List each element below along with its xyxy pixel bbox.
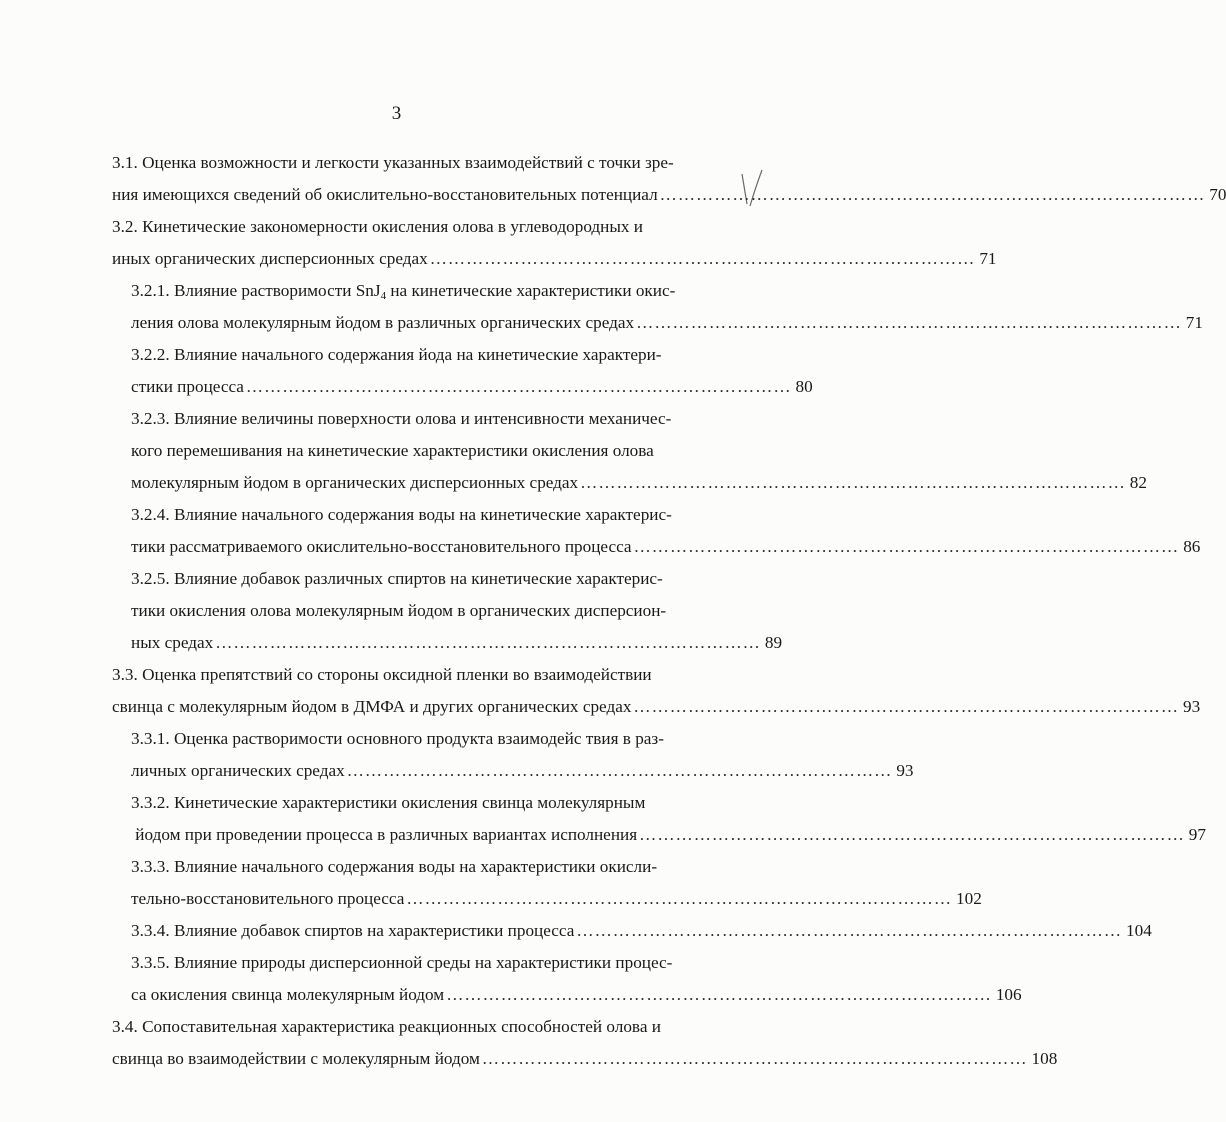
toc-entry-3-2-5[interactable]: ных средах ……………………………………………………………………………… 89: [131, 633, 783, 652]
leader-dots: ………………………………………………………………………………: [446, 985, 992, 1004]
page-ref: 89: [764, 633, 783, 652]
page-ref: 82: [1129, 473, 1147, 492]
page-ref: 108: [1031, 1049, 1058, 1068]
leader-dots: ………………………………………………………………………………: [346, 761, 893, 780]
leader-dots: ………………………………………………………………………………: [639, 825, 1185, 844]
page-ref: 70: [1209, 185, 1226, 204]
page-ref: 104: [1126, 921, 1152, 940]
toc-entry-3-2-4[interactable]: тики рассматриваемого окислительно-восстановительного процесса ……………………………………………………………………………… 86: [131, 537, 1201, 556]
toc-line: 3.1. Оценка возможности и легкости указанных взаимодействий с точки зре-: [112, 153, 674, 172]
toc-entry-3-3-5[interactable]: са окисления свинца молекулярным йодом ……………………………………………………………………………… 106: [131, 985, 1022, 1004]
page-ref: 93: [896, 761, 914, 780]
toc-entry-3-1[interactable]: ния имеющихся сведений об окислительно-восстановительных потенциал ……………………………………………………………………………… 70: [112, 185, 1226, 204]
page-ref: 97: [1188, 825, 1206, 844]
toc-entry-3-2[interactable]: иных органических дисперсионных средах ……………………………………………………………………………… 71: [112, 249, 997, 268]
toc-entry-3-2-2[interactable]: стики процесса ……………………………………………………………………………… 80: [131, 377, 813, 396]
leader-dots: ………………………………………………………………………………: [659, 185, 1206, 204]
toc-entry-3-3-2[interactable]: йодом при проведении процесса в различных вариантах исполнения ……………………………………………………………………………… 97: [131, 825, 1206, 844]
toc-line: кого перемешивания на кинетические характеристики окисления олова: [131, 441, 654, 460]
leader-dots: ………………………………………………………………………………: [633, 537, 1180, 556]
toc-entry-3-3-4[interactable]: 3.3.4. Влияние добавок спиртов на характеристики процесса ……………………………………………………………………………… 104: [131, 921, 1152, 940]
toc-line: 3.3.2. Кинетические характеристики окисления свинца молекулярным: [131, 793, 646, 812]
leader-dots: ………………………………………………………………………………: [215, 633, 761, 652]
page-ref: 71: [979, 249, 997, 268]
toc-entry-3-3-3[interactable]: тельно-восстановительного процесса ……………………………………………………………………………… 102: [131, 889, 982, 908]
toc-line: 3.3.1. Оценка растворимости основного продукта взаимодейс твия в раз-: [131, 729, 664, 748]
toc-line: 3.2.3. Влияние величины поверхности олова и интенсивности механичес-: [131, 409, 672, 428]
leader-dots: ………………………………………………………………………………: [481, 1049, 1028, 1068]
toc-line: 3.3.5. Влияние природы дисперсионной среды на характеристики процес-: [131, 953, 673, 972]
leader-dots: ………………………………………………………………………………: [580, 473, 1126, 492]
toc-line: 3.2.2. Влияние начального содержания йода на кинетические характери-: [131, 345, 662, 364]
toc-line: тики окисления олова молекулярным йодом в органических дисперсион-: [131, 601, 667, 620]
toc-line: 3.3. Оценка препятствий со стороны оксидной пленки во взаимодействии: [112, 665, 652, 684]
toc-entry-3-4[interactable]: свинца во взаимодействии с молекулярным йодом ……………………………………………………………………………… 108: [112, 1049, 1058, 1068]
toc-entry-3-2-1[interactable]: ления олова молекулярным йодом в различных органических средах ……………………………………………………………………………… 71: [131, 313, 1203, 332]
toc-line: 3.2.4. Влияние начального содержания воды на кинетические характерис-: [131, 505, 672, 524]
leader-dots: ………………………………………………………………………………: [636, 313, 1182, 332]
toc-line: 3.4. Сопоставительная характеристика реакционных способностей олова и: [112, 1017, 661, 1036]
toc-line: 3.2.1. Влияние растворимости SnJ$_4$ на кинетические характеристики окис-: [131, 281, 676, 302]
page-ref: 93: [1183, 697, 1201, 716]
toc-line: 3.2. Кинетические закономерности окисления олова в углеводородных и: [112, 217, 644, 236]
page-number: 3: [391, 103, 402, 124]
toc-line: 3.3.3. Влияние начального содержания воды на характеристики окисли-: [131, 857, 658, 876]
page-ref: 86: [1183, 537, 1201, 556]
page-ref: 71: [1185, 313, 1203, 332]
subscript: 4: [380, 290, 387, 302]
page-ref: 106: [995, 985, 1022, 1004]
leader-dots: ………………………………………………………………………………: [633, 697, 1180, 716]
page-ref: 102: [956, 889, 982, 908]
leader-dots: ………………………………………………………………………………: [576, 921, 1123, 940]
toc-entry-3-3-1[interactable]: личных органических средах ……………………………………………………………………………… 93: [131, 761, 914, 780]
page-ref: 80: [795, 377, 813, 396]
toc-entry-3-3[interactable]: свинца с молекулярным йодом в ДМФА и других органических средах ……………………………………………………………………………… 93: [112, 697, 1201, 716]
toc-entry-3-2-3[interactable]: молекулярным йодом в органических дисперсионных средах ……………………………………………………………………………… 82: [131, 473, 1147, 492]
leader-dots: ………………………………………………………………………………: [245, 377, 792, 396]
leader-dots: ………………………………………………………………………………: [406, 889, 953, 908]
toc-line: 3.2.5. Влияние добавок различных спиртов на кинетические характерис-: [131, 569, 663, 588]
leader-dots: ………………………………………………………………………………: [429, 249, 976, 268]
